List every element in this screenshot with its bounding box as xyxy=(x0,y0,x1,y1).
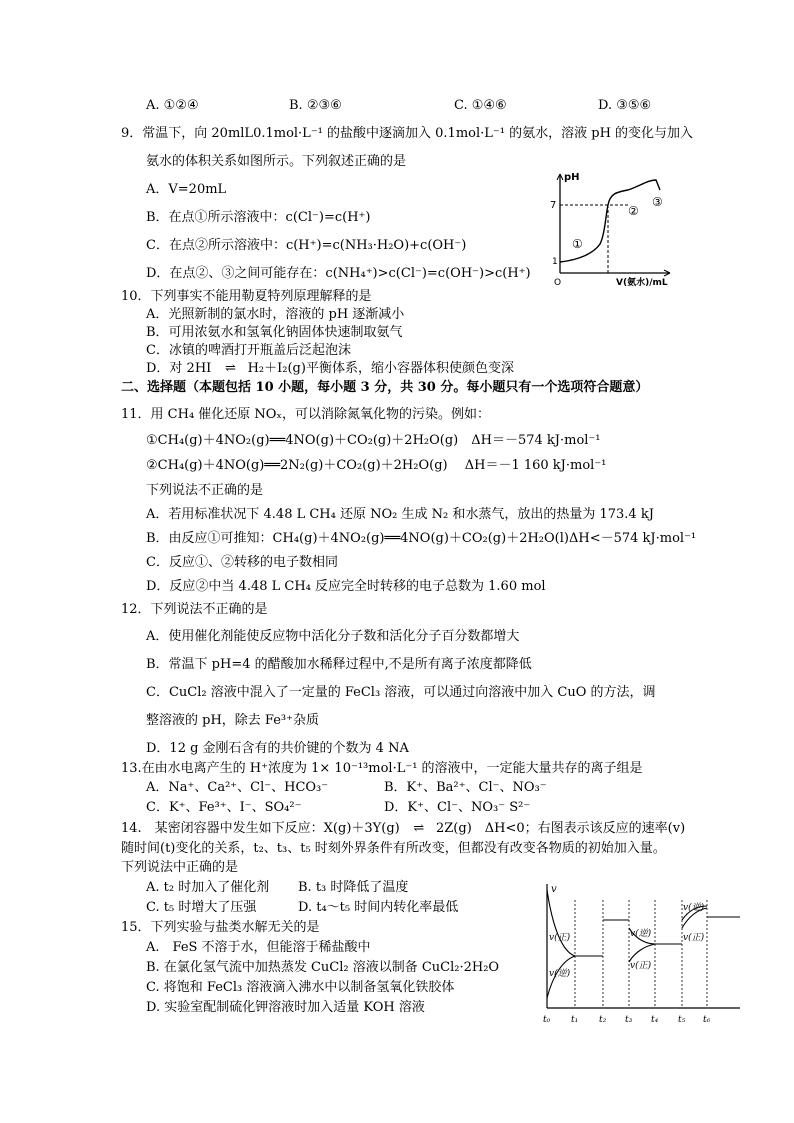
tick-t3: t₃ xyxy=(625,1015,633,1025)
q9-option-b: B．在点①所示溶液中：c(Cl⁻)=c(H⁺) xyxy=(146,210,371,225)
q10-option-d-pre: D．对 2HI xyxy=(146,361,212,376)
option-8c: C. ①④⑥ xyxy=(454,98,507,113)
tick-t0: t₀ xyxy=(543,1015,551,1025)
q11-option-b: B．由反应①可推知：CH₄(g)＋4NO₂(g)══4NO(g)＋CO₂(g)＋2H₂O(l)ΔH<－574 kJ·mol⁻¹ xyxy=(146,531,697,546)
q14-stem-line3: 下列说法中正确的是 xyxy=(121,860,239,875)
v-forward-label-1: v(正) xyxy=(549,933,571,943)
y-axis-label: pH xyxy=(564,172,580,183)
q12-option-b: B．常温下 pH=4 的醋酸加水稀释过程中,不是所有离子浓度都降低 xyxy=(146,657,532,672)
option-8b: B. ②③⑥ xyxy=(289,98,342,113)
q9-option-a: A．V=20mL xyxy=(146,182,227,197)
q13-option-c: C．K⁺、Fe³⁺、I⁻、SO₄²⁻ xyxy=(146,800,302,815)
section-2-heading: 二、选择题（本题包括 10 小题，每小题 3 分，共 30 分。每小题只有一个选项符合题意） xyxy=(121,380,649,395)
titration-curve-figure xyxy=(548,168,678,293)
q15-option-d: D. 实验室配制硫化钾溶液时加入适量 KOH 溶液 xyxy=(146,1000,425,1015)
origin-label: O xyxy=(554,278,562,288)
q15-option-c: C. 将饱和 FeCl₃ 溶液滴入沸水中以制备氢氧化铁胶体 xyxy=(146,980,455,995)
q14-stem-post: 2Z(g) ΔH<0；右图表示该反应的速率(v) xyxy=(436,821,686,836)
q13-option-a: A．Na⁺、Ca²⁺、Cl⁻、HCO₃⁻ xyxy=(146,780,329,795)
q14-stem-line2: 随时间(t)变化的关系，t₂、t₃、t₅ 时刻外界条件有所改变，但都没有改变各物质的初始加入量。 xyxy=(121,841,666,856)
q9-stem-line2: 氨水的体积关系如图所示。下列叙述正确的是 xyxy=(146,154,407,169)
q11-option-d: D．反应②中当 4.48 L CH₄ 反应完全时转移的电子总数为 1.60 mol xyxy=(146,579,546,594)
point-3-label: ③ xyxy=(652,195,663,209)
q13-stem: 13.在由水电离产生的 H⁺浓度为 1× 10⁻¹³mol·L⁻¹ 的溶液中，一定能大量共存的离子组是 xyxy=(121,761,643,776)
rate-time-figure xyxy=(535,880,745,1028)
q11-ask: 下列说法不正确的是 xyxy=(146,483,264,498)
q12-option-a: A．使用催化剂能使反应物中活化分子数和活化分子百分数都增大 xyxy=(146,629,520,644)
tick-t5: t₅ xyxy=(678,1015,686,1025)
q10-stem: 10．下列事实不能用勒夏特列原理解释的是 xyxy=(121,289,372,304)
q14-option-a: A. t₂ 时加入了催化剂 xyxy=(146,880,270,895)
q9-stem-line1: 9．常温下，向 20mlL0.1mol·L⁻¹ 的盐酸中逐滴加入 0.1mol·L⁻¹ 的氨水，溶液 pH 的变化与加入 xyxy=(121,126,694,141)
q14-option-c: C. t₅ 时增大了压强 xyxy=(146,900,257,915)
tick-t6: t₆ xyxy=(703,1015,711,1025)
v-reverse-label-3: v(逆) xyxy=(683,903,705,913)
q14-stem-line1 xyxy=(121,820,685,838)
v-axis-label: v xyxy=(551,884,557,895)
tick-t1: t₁ xyxy=(571,1015,579,1025)
option-8d: D. ③⑤⑥ xyxy=(598,98,652,113)
x-axis-label: V(氨水)/mL xyxy=(616,278,668,288)
tick-7: 7 xyxy=(550,200,557,211)
q15-stem: 15．下列实验与盐类水解无关的是 xyxy=(121,920,320,935)
v-reverse-label-1: v(逆) xyxy=(549,969,571,979)
q15-option-a: A. FeS 不溶于水，但能溶于稀盐酸中 xyxy=(146,940,371,955)
q9-option-c: C．在点②所示溶液中：c(H⁺)=c(NH₃·H₂O)+c(OH⁻) xyxy=(146,238,467,253)
q11-option-c: C．反应①、②转移的电子数相同 xyxy=(146,555,338,570)
q15-option-b: B. 在氯化氢气流中加热蒸发 CuCl₂ 溶液以制备 CuCl₂·2H₂O xyxy=(146,960,500,975)
q11-option-a: A．若用标准状况下 4.48 L CH₄ 还原 NO₂ 生成 N₂ 和水蒸气，放出的热量为 173.4 kJ xyxy=(146,507,654,522)
point-2-label: ② xyxy=(628,204,639,218)
q14-option-b: B. t₃ 时降低了温度 xyxy=(298,880,409,895)
tick-t2: t₂ xyxy=(599,1015,607,1025)
q11-reaction-2: ②CH₄(g)＋4NO(g)══2N₂(g)＋CO₂(g)＋2H₂O(g) ΔH＝－1 160 kJ·mol⁻¹ xyxy=(146,458,607,473)
q12-option-d: D．12 g 金刚石含有的共价键的个数为 4 NA xyxy=(146,741,409,756)
q12-stem: 12．下列说法不正确的是 xyxy=(121,602,268,617)
v-forward-label-2: v(正) xyxy=(630,961,652,971)
q13-option-d: D．K⁺、Cl⁻、NO₃⁻ S²⁻ xyxy=(384,800,531,815)
equilibrium-arrow: ⇌ xyxy=(225,361,234,376)
q10-option-a: A．光照新制的氯水时，溶液的 pH 逐渐减小 xyxy=(146,307,405,322)
q10-option-d xyxy=(146,360,514,378)
q14-stem-pre: 14. 某密闭容器中发生如下反应：X(g)＋3Y(g) xyxy=(121,821,400,836)
equilibrium-arrow: ⇌ xyxy=(413,821,423,836)
option-8a: A. ①②④ xyxy=(146,98,199,113)
tick-1: 1 xyxy=(552,257,558,267)
q12-option-c-line1: C．CuCl₂ 溶液中混入了一定量的 FeCl₃ 溶液，可以通过向溶液中加入 CuO 的方法，调 xyxy=(146,685,656,700)
q9-option-d: D．在点②、③之间可能存在：c(NH₄⁺)>c(Cl⁻)=c(OH⁻)>c(H⁺) xyxy=(146,266,531,281)
q13-option-b: B．K⁺、Ba²⁺、Cl⁻、NO₃⁻ xyxy=(384,780,547,795)
q12-option-c-line2: 整溶液的 pH，除去 Fe³⁺杂质 xyxy=(146,713,319,728)
q10-option-b: B．可用浓氨水和氢氧化钠固体快速制取氨气 xyxy=(146,325,403,340)
v-forward-label-3: v(正) xyxy=(683,933,705,943)
point-1-label: ① xyxy=(572,237,583,251)
q14-option-d: D. t₄～t₅ 时间内转化率最低 xyxy=(298,900,459,915)
q11-stem: 11．用 CH₄ 催化还原 NOₓ，可以消除氮氧化物的污染。例如： xyxy=(121,407,490,422)
q10-option-c: C．冰镇的啤酒打开瓶盖后泛起泡沫 xyxy=(146,343,351,358)
v-reverse-label-2: v(逆) xyxy=(630,929,652,939)
tick-t4: t₄ xyxy=(651,1015,659,1025)
q10-option-d-post: H₂＋I₂(g)平衡体系，缩小容器体积使颜色变深 xyxy=(247,361,514,376)
q11-reaction-1: ①CH₄(g)＋4NO₂(g)══4NO(g)＋CO₂(g)＋2H₂O(g) ΔH＝－574 kJ·mol⁻¹ xyxy=(146,433,601,448)
